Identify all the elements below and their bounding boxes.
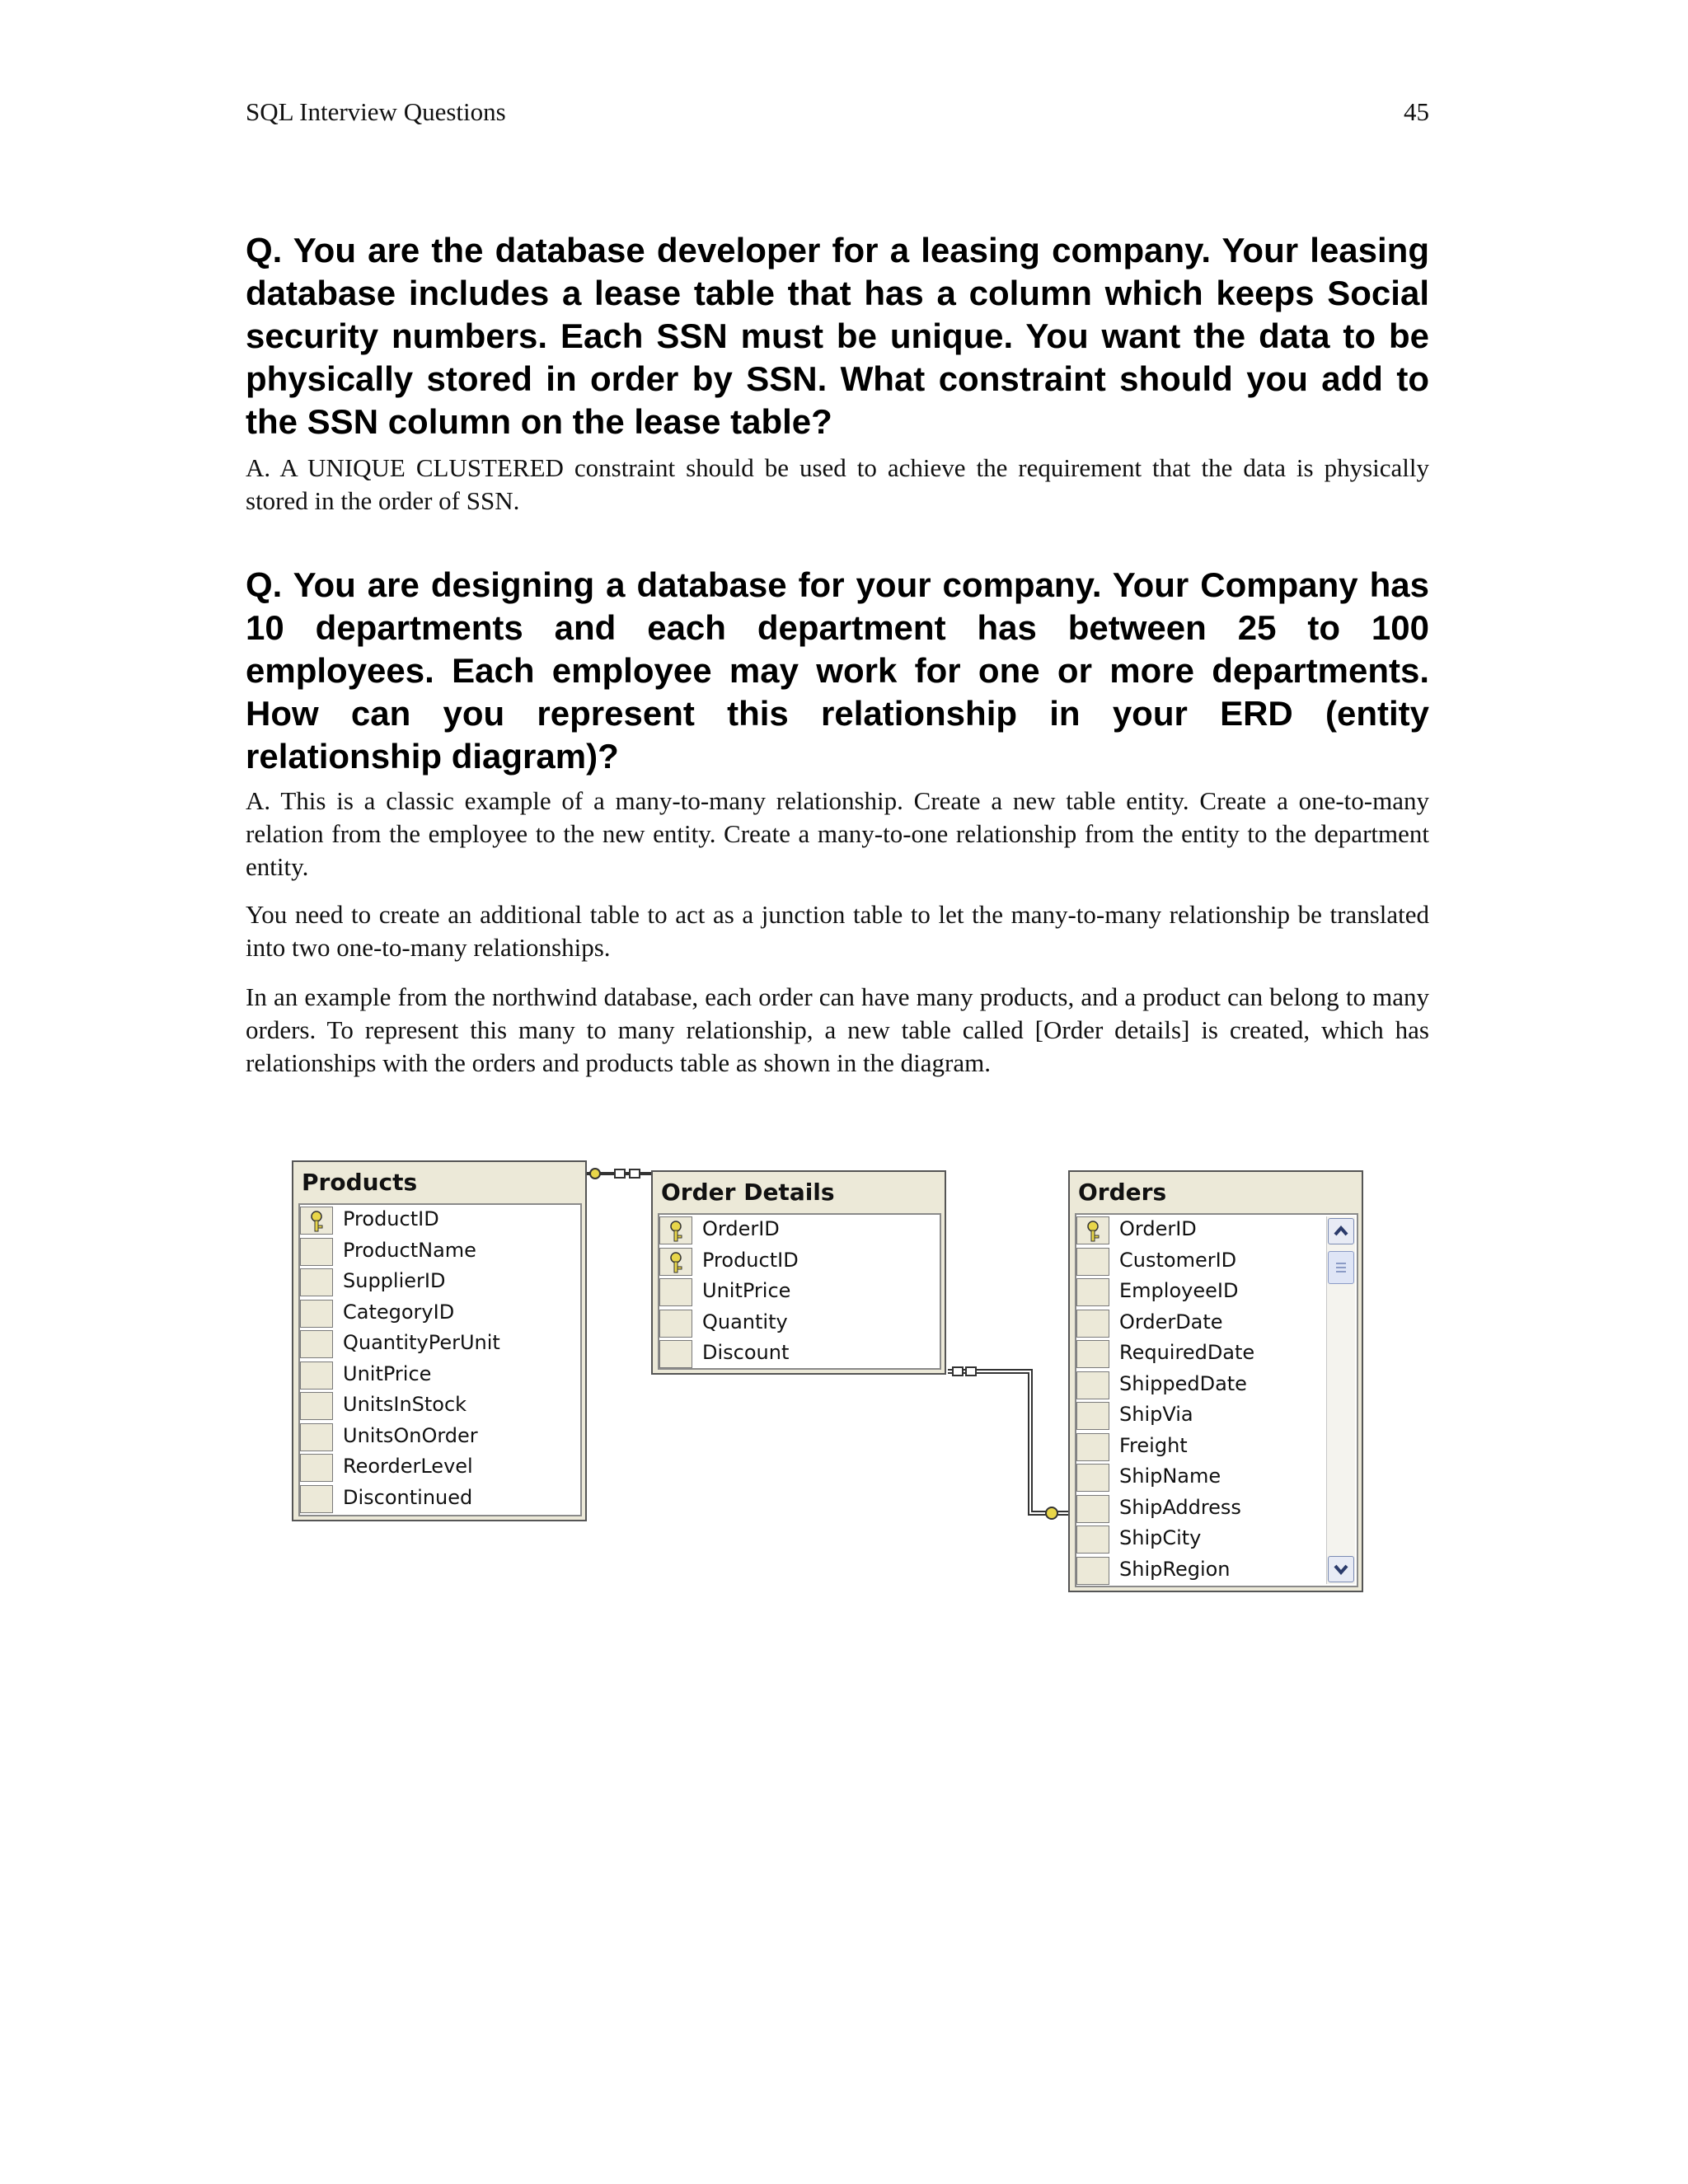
column-row[interactable] bbox=[1076, 1524, 1357, 1555]
row-selector[interactable] bbox=[300, 1361, 333, 1390]
row-selector[interactable] bbox=[659, 1216, 692, 1244]
orders-table-title: Orders bbox=[1078, 1179, 1167, 1206]
column-name: CategoryID bbox=[343, 1300, 455, 1324]
column-row[interactable] bbox=[300, 1298, 580, 1329]
many-end-link-icon bbox=[953, 1367, 963, 1376]
running-title: SQL Interview Questions bbox=[246, 97, 506, 126]
primary-key-icon bbox=[307, 1210, 326, 1233]
column-name: OrderID bbox=[702, 1217, 780, 1240]
row-selector[interactable] bbox=[1076, 1371, 1109, 1399]
products-column-list[interactable] bbox=[298, 1203, 582, 1516]
column-name: SupplierID bbox=[343, 1269, 446, 1292]
row-selector[interactable] bbox=[1076, 1526, 1109, 1554]
column-name: Discontinued bbox=[343, 1485, 473, 1509]
row-selector[interactable] bbox=[300, 1330, 333, 1358]
row-selector[interactable] bbox=[659, 1310, 692, 1338]
row-selector[interactable] bbox=[1076, 1216, 1109, 1244]
column-row[interactable] bbox=[300, 1205, 580, 1236]
chevron-down-icon bbox=[1329, 1557, 1353, 1582]
row-selector[interactable] bbox=[300, 1423, 333, 1451]
column-row[interactable] bbox=[300, 1267, 580, 1298]
grip-icon bbox=[1329, 1252, 1353, 1283]
chevron-up-icon bbox=[1329, 1219, 1353, 1244]
scroll-up-button[interactable] bbox=[1328, 1218, 1354, 1244]
row-selector[interactable] bbox=[1076, 1278, 1109, 1306]
question-1: Q. You are the database developer for a leasing company. Your leasing database includes a lease table that has a column which keeps Social security numbers. Each SSN must be unique. You want the data to be physically stored in order by SSN. What constraint should you add to the SSN column on the lease table? bbox=[246, 231, 1429, 441]
column-row[interactable] bbox=[300, 1390, 580, 1422]
row-selector[interactable] bbox=[300, 1454, 333, 1482]
row-selector[interactable] bbox=[659, 1248, 692, 1276]
row-selector[interactable] bbox=[1076, 1340, 1109, 1368]
column-name: ShipAddress bbox=[1119, 1495, 1241, 1519]
page-number: 45 bbox=[1404, 97, 1429, 126]
column-name: Quantity bbox=[702, 1310, 788, 1333]
column-row[interactable] bbox=[1076, 1555, 1357, 1586]
column-row[interactable] bbox=[659, 1215, 940, 1246]
row-selector[interactable] bbox=[300, 1238, 333, 1266]
row-selector[interactable] bbox=[1076, 1248, 1109, 1276]
orders-column-list[interactable] bbox=[1075, 1213, 1358, 1587]
column-row[interactable] bbox=[300, 1236, 580, 1268]
row-selector[interactable] bbox=[1076, 1402, 1109, 1430]
column-name: ProductName bbox=[343, 1238, 476, 1262]
column-row[interactable] bbox=[300, 1329, 580, 1360]
column-row[interactable] bbox=[300, 1483, 580, 1515]
column-name: EmployeeID bbox=[1119, 1279, 1239, 1302]
column-name: Discount bbox=[702, 1341, 790, 1364]
primary-key-icon bbox=[667, 1251, 685, 1274]
products-table[interactable] bbox=[292, 1160, 587, 1521]
primary-key-icon bbox=[667, 1220, 685, 1243]
column-name: ReorderLevel bbox=[343, 1455, 473, 1478]
column-row[interactable] bbox=[1076, 1308, 1357, 1339]
column-name: ShippedDate bbox=[1119, 1371, 1247, 1395]
column-name: ProductID bbox=[343, 1207, 439, 1230]
row-selector[interactable] bbox=[1076, 1557, 1109, 1585]
column-name: QuantityPerUnit bbox=[343, 1331, 500, 1354]
column-row[interactable] bbox=[1076, 1338, 1357, 1370]
relationship-order-details-orders bbox=[948, 1367, 1068, 1519]
column-row[interactable] bbox=[1076, 1400, 1357, 1432]
column-row[interactable] bbox=[300, 1422, 580, 1453]
column-name: ShipVia bbox=[1119, 1403, 1193, 1426]
primary-key-icon bbox=[1084, 1220, 1102, 1243]
column-row[interactable] bbox=[1076, 1432, 1357, 1463]
column-row[interactable] bbox=[1076, 1493, 1357, 1525]
row-selector[interactable] bbox=[300, 1268, 333, 1296]
row-selector[interactable] bbox=[1076, 1310, 1109, 1338]
row-selector[interactable] bbox=[1076, 1464, 1109, 1492]
column-name: OrderDate bbox=[1119, 1310, 1223, 1333]
column-row[interactable] bbox=[1076, 1277, 1357, 1308]
column-row[interactable] bbox=[300, 1452, 580, 1483]
row-selector[interactable] bbox=[300, 1485, 333, 1513]
column-row[interactable] bbox=[300, 1360, 580, 1391]
column-name: ShipName bbox=[1119, 1465, 1221, 1488]
column-name: UnitsOnOrder bbox=[343, 1423, 478, 1447]
column-row[interactable] bbox=[1076, 1246, 1357, 1277]
column-name: UnitPrice bbox=[343, 1361, 432, 1385]
column-row[interactable] bbox=[1076, 1370, 1357, 1401]
column-name: ShipRegion bbox=[1119, 1557, 1231, 1581]
order-details-table[interactable] bbox=[651, 1170, 946, 1375]
answer-1: A. A UNIQUE CLUSTERED constraint should be used to achieve the requirement that the data is physically stored in the order of SSN. bbox=[246, 453, 1429, 515]
paragraph-northwind: In an example from the northwind database, each order can have many products, and a product can belong to many orders. To represent this many to many relationship, a new table called [Order details] is created, which has relationships with the orders and products table as shown in the diagram. bbox=[246, 982, 1429, 1077]
row-selector[interactable] bbox=[300, 1300, 333, 1328]
order-details-table-title: Order Details bbox=[661, 1179, 835, 1206]
row-selector[interactable] bbox=[659, 1278, 692, 1306]
row-selector[interactable] bbox=[1076, 1433, 1109, 1461]
column-name: ShipCity bbox=[1119, 1526, 1202, 1549]
orders-scrollbar[interactable] bbox=[1326, 1216, 1355, 1584]
answer-2: A. This is a classic example of a many-to-many relationship. Create a new table entity. Create a one-to-many relation from the employee to the new entity. Create a many-to-one relationship from the entity to the department entity. bbox=[246, 786, 1429, 881]
column-name: Freight bbox=[1119, 1433, 1188, 1457]
column-row[interactable] bbox=[659, 1277, 940, 1308]
one-end-key-icon bbox=[590, 1169, 600, 1179]
orders-table[interactable] bbox=[1068, 1170, 1363, 1592]
products-table-title: Products bbox=[302, 1169, 418, 1196]
one-end-key-icon bbox=[1046, 1507, 1057, 1519]
column-name: CustomerID bbox=[1119, 1248, 1237, 1272]
many-end-link-icon bbox=[615, 1169, 625, 1178]
relationship-products-order-details bbox=[587, 1169, 651, 1179]
column-row[interactable] bbox=[1076, 1462, 1357, 1493]
column-name: OrderID bbox=[1119, 1217, 1197, 1240]
column-row[interactable] bbox=[659, 1246, 940, 1277]
order-details-column-list[interactable] bbox=[658, 1213, 941, 1370]
row-selector[interactable] bbox=[300, 1392, 333, 1420]
column-name: UnitsInStock bbox=[343, 1393, 467, 1416]
paragraph-junction: You need to create an additional table to act as a junction table to let the many-to-many relationship be translated into two one-to-many relationships. bbox=[246, 900, 1429, 962]
scroll-thumb[interactable] bbox=[1328, 1251, 1354, 1284]
column-row[interactable] bbox=[1076, 1215, 1357, 1246]
question-2: Q. You are designing a database for your company. Your Company has 10 departments and each department has between 25 to 100 employees. Each employee may work for one or more departments. How can you represent this relationship in your ERD (entity relationship diagram)? bbox=[246, 565, 1429, 776]
row-selector[interactable] bbox=[1076, 1495, 1109, 1523]
scroll-down-button[interactable] bbox=[1328, 1556, 1354, 1582]
row-selector[interactable] bbox=[659, 1340, 692, 1368]
column-name: UnitPrice bbox=[702, 1279, 791, 1302]
column-name: RequiredDate bbox=[1119, 1341, 1255, 1364]
column-name: ProductID bbox=[702, 1248, 799, 1272]
column-row[interactable] bbox=[659, 1308, 940, 1339]
row-selector[interactable] bbox=[300, 1207, 333, 1235]
column-row[interactable] bbox=[659, 1338, 940, 1370]
